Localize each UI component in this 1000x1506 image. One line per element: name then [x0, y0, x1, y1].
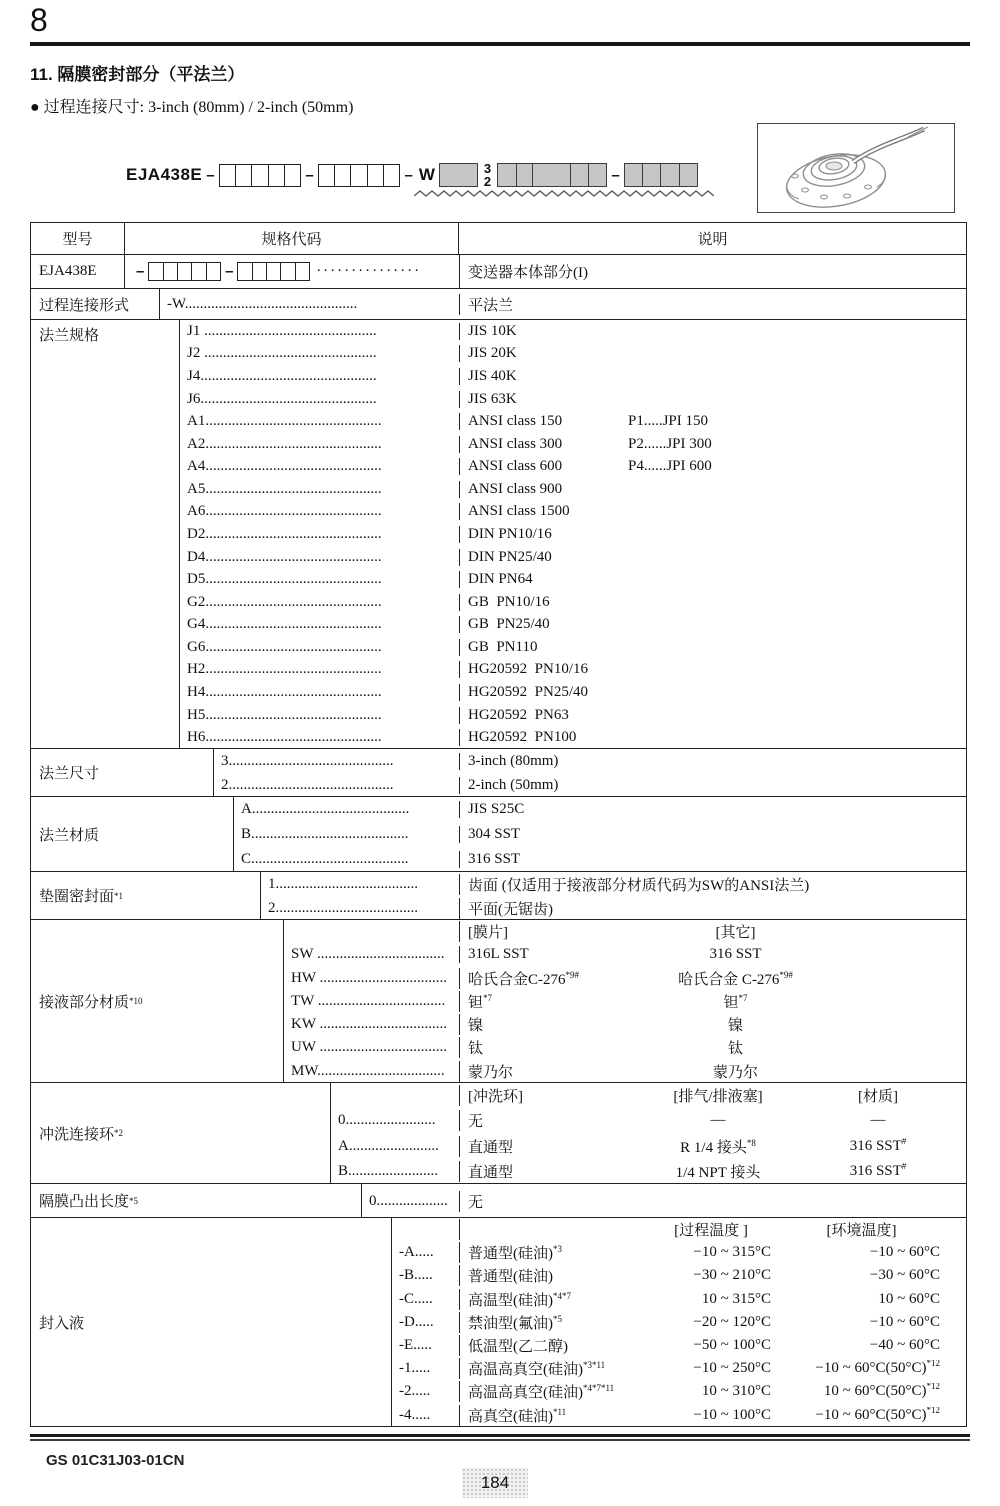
page-number: 184 [480, 1473, 510, 1492]
row-label: 法兰材质 [31, 797, 234, 871]
other-material: 316 SST [709, 946, 762, 963]
desc-cell: 齿面 (仅适用于接液部分材质代码为SW的ANSI法兰) [459, 874, 966, 895]
section-flushing-ring [31, 1082, 966, 1183]
fluid-type: 高温高真空(硅油)$^{*4*7*11}$ [468, 1383, 615, 1402]
row-label: 隔膜凸出长度 *5 [31, 1184, 362, 1217]
section-heading: 11. 隔膜密封部分（平法兰） [30, 65, 245, 84]
desc-cell [459, 1381, 966, 1402]
table-row [180, 568, 966, 591]
spec-table [30, 222, 967, 1427]
code-cell: J4............................................... [187, 367, 377, 384]
table-row [180, 704, 966, 727]
dash: – [206, 166, 215, 184]
size-option-3: 3 [483, 161, 492, 176]
section-wetted-material [31, 919, 966, 1082]
table-row [180, 433, 966, 456]
model-desc: 变送器本体部分(I) [459, 255, 966, 288]
row-label: 法兰尺寸 [31, 749, 214, 796]
code-box-group-1 [219, 164, 302, 187]
desc-cell [459, 503, 966, 520]
ring-material: 316 SST# [849, 1137, 907, 1154]
code-cell: J2 .............................................. [187, 345, 377, 362]
code-cell: 0................... [369, 1192, 448, 1209]
table-row [234, 797, 966, 822]
code-cell: J1 .............................................. [187, 322, 377, 339]
code-box-group-4 [624, 163, 698, 187]
ambient-temp: −40 ~ 60°C [869, 1337, 940, 1354]
desc-cell [459, 729, 966, 746]
desc-cell [459, 1265, 966, 1286]
ambient-temp: −10 ~ $60^\circ C(50^\circ C)^{*12}$ [815, 1406, 940, 1423]
fluid-type: 普通型(硅油) [468, 1269, 553, 1286]
ambient-temp: −10 ~ 60°C [869, 1244, 940, 1261]
ring-type: 直通型 [468, 1139, 514, 1156]
code-cell: 2............................................ [221, 776, 394, 793]
desc-cell [459, 1358, 966, 1379]
table-row [392, 1311, 966, 1334]
dash: – [136, 263, 145, 280]
code-cell: A1............................................... [187, 413, 382, 430]
code-cell: D4............................................... [187, 548, 382, 565]
table-row [180, 501, 966, 524]
diaphragm-material: 钽$^{*7}$ [468, 992, 493, 1011]
row-label: 过程连接形式 [31, 289, 160, 319]
row-label: 垫圈密封面 *1 [31, 872, 261, 919]
table-row [180, 726, 966, 748]
process-connection-size-note: ● 过程连接尺寸: 3-inch (80mm) / 2-inch (50mm) [30, 99, 354, 116]
code-cell: 2...................................... [268, 899, 418, 916]
model-code-diagram [126, 162, 698, 188]
table-row [180, 546, 966, 569]
table-row [234, 847, 966, 871]
code-box-group-3 [497, 163, 607, 187]
diaphragm-material: 钛 [468, 1041, 484, 1058]
table-row [331, 1134, 966, 1159]
flange-standard: DIN PN10/16 [468, 525, 552, 542]
table-row [392, 1380, 966, 1403]
table-row [234, 822, 966, 847]
ambient-temp: −10 ~ $60^\circ C(50^\circ C)^{*12}$ [815, 1360, 940, 1377]
diaphragm-material: 哈氏合金$C-276^{*9\#}$ [468, 969, 580, 988]
flush-header-row [331, 1083, 966, 1108]
code-cell: -C..... [399, 1290, 433, 1307]
code-cell: 3............................................ [221, 752, 394, 769]
code-cell: 1...................................... [268, 875, 418, 892]
section-diaphragm-extension [31, 1183, 966, 1217]
w-code-letter: W [418, 165, 435, 184]
desc-cell: 3-inch (80mm) [459, 753, 966, 770]
table-row [392, 1404, 966, 1427]
row-label: 封入液 [31, 1218, 392, 1426]
desc-cell [459, 1136, 966, 1157]
jpi-equivalent: P4......JPI 600 [628, 458, 712, 475]
document-number: GS 01C31J03-01CN [46, 1452, 185, 1469]
code-cell: G6............................................... [187, 638, 382, 655]
table-row [180, 523, 966, 546]
label-text: 隔膜凸出长度 [39, 1194, 130, 1210]
desc-cell [459, 921, 966, 942]
flange-capillary-illustration [758, 124, 951, 209]
section-flange-spec [31, 319, 966, 748]
table-row [180, 591, 966, 614]
code-cell: -1..... [399, 1360, 431, 1377]
process-temp: −10 ~ 250°C [693, 1360, 771, 1377]
code-cell: KW .................................. [291, 1016, 447, 1033]
diaphragm-material: 316L SST [468, 946, 529, 963]
top-rule [30, 42, 970, 46]
flange-standard: HG20592 PN10/16 [468, 661, 589, 678]
table-row [180, 343, 966, 366]
code-cell: -D..... [399, 1313, 434, 1330]
header-description: 说明 [697, 232, 728, 248]
ambient-temp: −10 ~ 60°C [869, 1313, 940, 1330]
code-cell: H4............................................... [187, 684, 382, 701]
desc-cell: 无 [459, 1191, 966, 1212]
code-cell: -2..... [399, 1383, 431, 1400]
code-cell: H2............................................... [187, 661, 382, 678]
label-text: 接液部分材质 [39, 994, 130, 1011]
desc-cell [459, 1289, 966, 1310]
code-cell: A.......................................... [241, 801, 410, 817]
fluid-type: 普通型(硅油)$^{*3}$ [468, 1244, 562, 1263]
dash: – [305, 166, 314, 184]
code-cell: A6............................................... [187, 503, 382, 520]
dash: – [611, 166, 620, 184]
jpi-equivalent: P2......JPI 300 [628, 435, 712, 452]
table-row [284, 1013, 966, 1036]
ring-material: 316 SST# [849, 1162, 907, 1179]
table-row [180, 659, 966, 682]
desc-cell [459, 323, 966, 340]
desc-cell: 2-inch (50mm) [459, 777, 966, 794]
flange-standard: DIN PN25/40 [468, 548, 552, 565]
desc-cell [459, 549, 966, 566]
row-label: 法兰规格 [31, 320, 180, 748]
code-cell: -A..... [399, 1244, 434, 1261]
desc-cell [459, 1242, 966, 1263]
leader-dots: ··············· [316, 263, 422, 279]
desc-cell: 316 SST [459, 851, 966, 868]
table-row [284, 1060, 966, 1082]
process-temp: −50 ~ 100°C [693, 1337, 771, 1354]
table-row [214, 773, 966, 796]
code-cell: D5............................................... [187, 571, 382, 588]
desc-cell [459, 1110, 966, 1131]
flange-standard: JIS 40K [468, 367, 517, 384]
flange-standard: HG20592 PN63 [468, 706, 569, 723]
table-row [284, 943, 966, 966]
jpi-equivalent: P1.....JPI 150 [628, 413, 709, 430]
vent-plug: — [710, 1112, 726, 1129]
table-row [261, 896, 966, 919]
table-row [392, 1288, 966, 1311]
vent-plug: 1/4 NPT 接头 [675, 1164, 761, 1181]
table-row [180, 410, 966, 433]
ring-type: 无 [468, 1114, 484, 1131]
other-material: 钽$^{*7}$ [723, 992, 748, 1011]
desc-cell [459, 661, 966, 678]
fluid-type: 高温高真空(硅油)$^{*3*11}$ [468, 1360, 606, 1379]
code-cell: -E..... [399, 1337, 432, 1354]
desc-cell [459, 571, 966, 588]
fluid-type: 高真空(硅油)$^{*11}$ [468, 1406, 567, 1425]
other-material: 蒙乃尔 [712, 1064, 758, 1081]
table-row [180, 681, 966, 704]
code-cell: SW .................................. [291, 946, 445, 963]
table-row [180, 614, 966, 637]
ring-type: 直通型 [468, 1164, 514, 1181]
diaphragm-material: 镍 [468, 1018, 484, 1035]
label-text: 垫圈密封面 [39, 889, 115, 905]
desc-cell [459, 526, 966, 543]
flange-standard: JIS 20K [468, 345, 517, 362]
process-temp: 10 ~ 315°C [701, 1290, 771, 1307]
table-row [284, 967, 966, 990]
table-row [214, 749, 966, 773]
flange-standard: JIS 63K [468, 390, 517, 407]
flange-standard: ANSI class 1500 [468, 503, 570, 520]
code-cell: TW .................................. [291, 992, 446, 1009]
table-row [284, 990, 966, 1013]
flange-standard: GB PN25/40 [468, 616, 550, 633]
desc-cell [459, 639, 966, 656]
code-cell: G2............................................... [187, 593, 382, 610]
table-code-box-group-1 [148, 262, 221, 281]
desc-cell: 304 SST [459, 826, 966, 843]
code-cell: UW .................................. [291, 1039, 447, 1056]
code-cell: B.......................................... [241, 826, 409, 842]
table-row [392, 1334, 966, 1357]
section-flange-size [31, 748, 966, 796]
fluid-type: 高温型(硅油)$^{*4*7}$ [468, 1290, 571, 1309]
code-cell: A2............................................... [187, 435, 382, 452]
flange-size-choice [484, 162, 491, 188]
process-temp: −10 ~ 315°C [693, 1244, 771, 1261]
process-temp-header: [过程温度 ] [674, 1223, 748, 1240]
page-number-box [462, 1468, 528, 1498]
fluid-type: 禁油型(氟油)$^{*5}$ [468, 1313, 562, 1332]
table-row [180, 478, 966, 501]
table-row [331, 1159, 966, 1183]
code-cell: H6............................................... [187, 729, 382, 746]
vent-plug: R 1/4 接头$^{*8}$ [680, 1137, 756, 1156]
table-row [180, 320, 966, 343]
table-row [392, 1357, 966, 1380]
desc-cell [459, 1037, 966, 1058]
desc-cell [459, 1219, 966, 1240]
desc-cell [459, 1405, 966, 1426]
code-cell: G4............................................... [187, 616, 382, 633]
ambient-temp: 10 ~ 60°C [878, 1290, 940, 1307]
flange-standard: GB PN10/16 [468, 593, 550, 610]
row-label: 冲洗连接环 *2 [31, 1083, 331, 1183]
desc-cell [459, 436, 966, 453]
code-box-gray-single [439, 163, 478, 187]
other-material: 钛 [727, 1041, 743, 1058]
row-label: 接液部分材质 *10 [31, 920, 284, 1082]
desc-cell [459, 391, 966, 408]
desc-cell [459, 684, 966, 701]
section-flange-material [31, 796, 966, 871]
code-cell: D2............................................... [187, 525, 382, 542]
desc-cell [459, 1014, 966, 1035]
label-text: 冲洗连接环 [39, 1126, 115, 1143]
desc-cell [459, 1161, 966, 1182]
other-material: 哈氏合金 $C-276^{*9\#}$ [678, 969, 793, 988]
table-code-box-group-2 [237, 262, 310, 281]
table-row [392, 1264, 966, 1287]
desc-cell [459, 345, 966, 362]
section-model [31, 254, 966, 288]
code-cell: -B..... [399, 1267, 433, 1284]
code-box-group-2 [318, 164, 401, 187]
code-cell: J6............................................... [187, 390, 377, 407]
table-row [284, 1036, 966, 1059]
wetted-header-row [284, 920, 966, 943]
desc-cell [459, 707, 966, 724]
code-cell: A5............................................... [187, 480, 382, 497]
process-temp: −10 ~ 100°C [693, 1406, 771, 1423]
desc-cell [459, 481, 966, 498]
bottom-rule [30, 1434, 970, 1441]
size-option-2: 2 [483, 174, 492, 189]
ambient-temp: −30 ~ 60°C [869, 1267, 940, 1284]
fill-header-row [392, 1218, 966, 1241]
flange-standard: ANSI class 600 [468, 458, 563, 475]
section-process-connection [31, 288, 966, 319]
desc-cell: 平法兰 [459, 294, 966, 315]
model-code-cell [125, 255, 459, 288]
dash: – [404, 166, 413, 184]
process-temp: −20 ~ 120°C [693, 1313, 771, 1330]
code-cell: HW .................................. [291, 969, 447, 986]
code-cell: -4..... [399, 1406, 431, 1423]
ambient-temp-header: [环境温度] [826, 1223, 897, 1240]
wavy-underline [414, 190, 714, 200]
code-cell: H5............................................... [187, 706, 382, 723]
code-cell: A4............................................... [187, 458, 382, 475]
desc-cell [459, 413, 966, 430]
page-corner-number: 8 [30, 2, 48, 38]
diaphragm-col-header: [膜片] [468, 925, 508, 942]
model-code-prefix: EJA438E [126, 165, 203, 184]
desc-cell [459, 1312, 966, 1333]
flange-standard: HG20592 PN25/40 [468, 684, 589, 701]
header-model: 型号 [31, 223, 125, 254]
desc-cell [459, 616, 966, 633]
model-name: EJA438E [31, 255, 125, 288]
material-col-header: [材质] [858, 1089, 898, 1106]
code-cell: MW.................................. [291, 1062, 445, 1079]
code-cell: 0........................ [338, 1112, 436, 1129]
flange-standard: JIS 10K [468, 322, 517, 339]
desc-cell [459, 968, 966, 989]
table-row [180, 636, 966, 659]
flange-standard: HG20592 PN100 [468, 729, 577, 746]
flange-standard: ANSI class 900 [468, 480, 563, 497]
section-fill-fluid [31, 1217, 966, 1426]
plug-col-header: [排气/排液塞] [673, 1089, 763, 1106]
desc-cell [459, 1335, 966, 1356]
ambient-temp: 10 ~ $60^\circ C(50^\circ C)^{*12}$ [823, 1383, 940, 1400]
desc-cell [459, 1061, 966, 1082]
table-header-row [31, 223, 966, 254]
table-row [331, 1108, 966, 1133]
section-gasket-face [31, 871, 966, 919]
desc-cell [459, 991, 966, 1012]
code-cell: B........................ [338, 1162, 439, 1179]
flange-standard: GB PN110 [468, 638, 538, 655]
flange-standard: ANSI class 150 [468, 413, 563, 430]
fluid-type: 低温型(乙二醇) [468, 1339, 568, 1356]
ring-material: — [870, 1112, 886, 1129]
ring-col-header: [冲洗环] [468, 1089, 523, 1106]
desc-cell [459, 946, 966, 963]
table-row [180, 388, 966, 411]
others-col-header: [其它] [715, 925, 756, 942]
desc-cell [459, 368, 966, 385]
desc-cell [459, 1085, 966, 1106]
code-cell: C.......................................... [241, 851, 409, 867]
code-cell: A........................ [338, 1137, 439, 1154]
table-row [392, 1241, 966, 1264]
dash: – [225, 263, 234, 280]
illustration-frame [757, 123, 955, 213]
desc-cell [459, 458, 966, 475]
table-row [261, 872, 966, 896]
desc-cell: JIS S25C [459, 801, 966, 818]
header-spec-code: 规格代码 [125, 223, 459, 254]
other-material: 镍 [727, 1018, 743, 1035]
process-temp: 10 ~ 310°C [701, 1383, 771, 1400]
code-cell: -W.............................................. [167, 296, 358, 312]
flange-standard: ANSI class 300 [468, 435, 563, 452]
table-row [180, 365, 966, 388]
desc-cell: 平面(无锯齿) [459, 898, 966, 919]
diaphragm-material: 蒙乃尔 [468, 1064, 514, 1081]
process-temp: −30 ~ 210°C [693, 1267, 771, 1284]
desc-cell [459, 594, 966, 611]
table-row [180, 455, 966, 478]
flange-standard: DIN PN64 [468, 571, 533, 588]
